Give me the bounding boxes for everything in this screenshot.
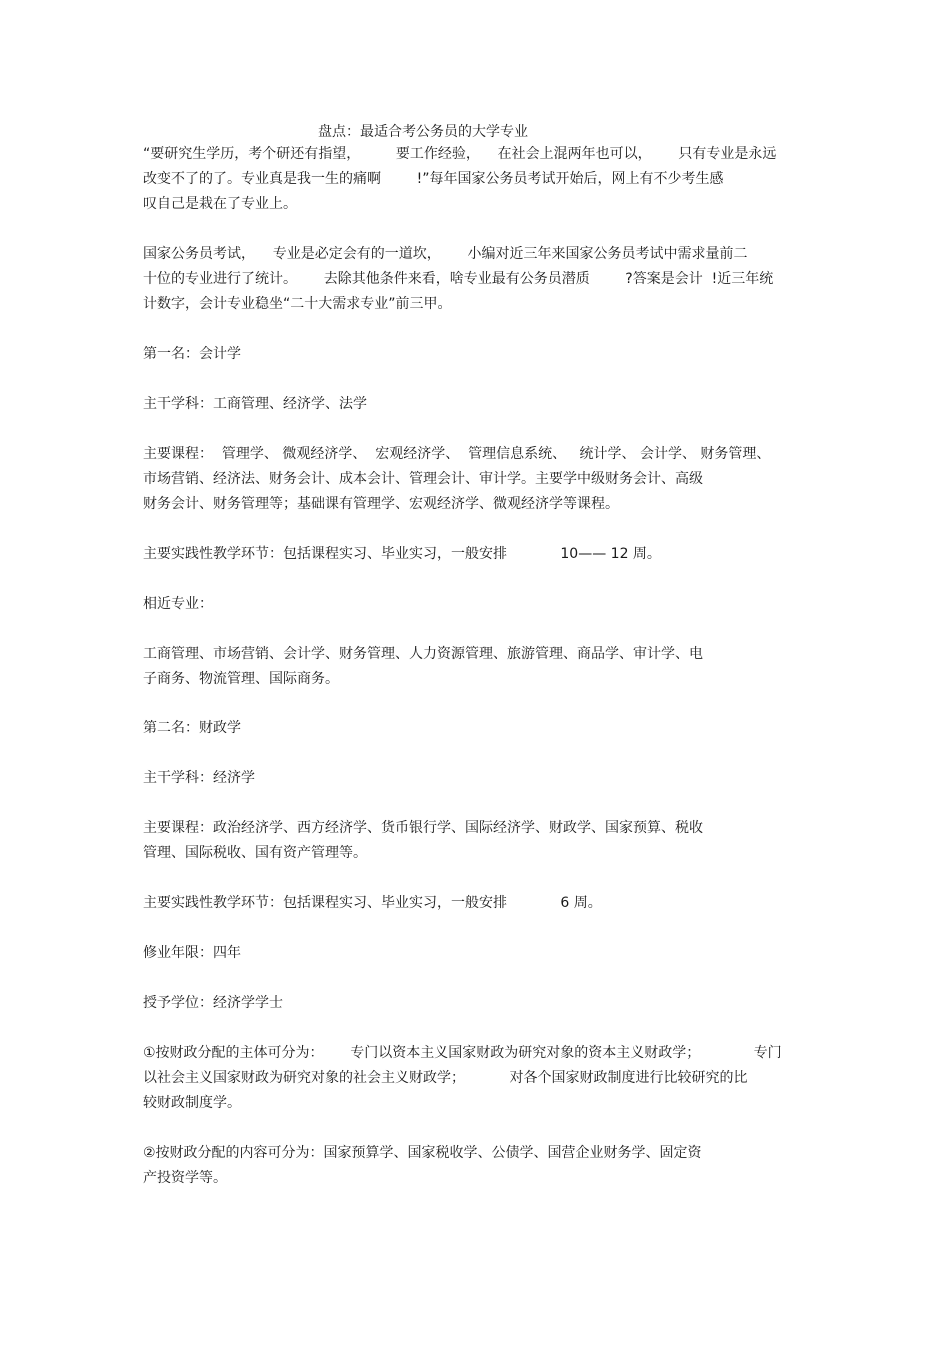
text-line: 主干学科：经济学 <box>143 770 255 786</box>
text-line: 财务会计、财务管理等；基础课有管理学、宏观经济学、微观经济学等课程。 <box>143 496 619 512</box>
text-line: 主要课程： 管理学、 微观经济学、 宏观经济学、 管理信息系统、 统计学、 会计学、 财务管理、 <box>143 446 771 462</box>
text-line: 修业年限：四年 <box>143 945 241 961</box>
text-line: 以社会主义国家财政为研究对象的社会主义财政学； 对各个国家财政制度进行比较研究的比 <box>143 1070 748 1086</box>
text-line: 叹自己是栽在了专业上。 <box>143 196 297 212</box>
text-line: 产投资学等。 <box>143 1170 227 1186</box>
text-line: 主要实践性教学环节：包括课程实习、毕业实习，一般安排 6 周。 <box>143 895 602 911</box>
text-line: ①按财政分配的主体可分为： 专门以资本主义国家财政为研究对象的资本主义财政学； 专门 <box>143 1045 782 1061</box>
text-line: 十位的专业进行了统计。 去除其他条件来看，啥专业最有公务员潜质 ?答案是会计 !近三年统 <box>143 271 774 287</box>
text-line: 管理、国际税收、国有资产管理等。 <box>143 845 367 861</box>
text-line: 主要课程：政治经济学、西方经济学、货币银行学、国际经济学、财政学、国家预算、税收 <box>143 820 703 836</box>
section-heading: 第一名：会计学 <box>143 346 241 362</box>
text-line: 改变不了的了。专业真是我一生的痛啊 !”每年国家公务员考试开始后，网上有不少考生感 <box>143 171 724 187</box>
text-line: 较财政制度学。 <box>143 1095 241 1111</box>
text-line: 授予学位：经济学学士 <box>143 995 283 1011</box>
text-line: 工商管理、市场营销、会计学、财务管理、人力资源管理、旅游管理、商品学、审计学、电 <box>143 646 703 662</box>
text-line: 子商务、物流管理、国际商务。 <box>143 671 339 687</box>
text-line: 计数字，会计专业稳坐“二十大需求专业”前三甲。 <box>143 296 452 312</box>
text-line: 主要实践性教学环节：包括课程实习、毕业实习，一般安排 10—— 12 周。 <box>143 546 661 562</box>
text-line: “要研究生学历，考个研还有指望， 要工作经验， 在社会上混两年也可以， 只有专业是永远 <box>143 146 777 162</box>
section-heading: 第二名：财政学 <box>143 720 241 736</box>
text-line: 主干学科：工商管理、经济学、法学 <box>143 396 367 412</box>
document-title: 盘点：最适合考公务员的大学专业 <box>318 124 528 140</box>
text-line: 相近专业： <box>143 596 213 612</box>
text-line: 国家公务员考试， 专业是必定会有的一道坎， 小编对近三年来国家公务员考试中需求量前二 <box>143 246 748 262</box>
text-line: ②按财政分配的内容可分为：国家预算学、国家税收学、公债学、国营企业财务学、固定资 <box>143 1145 702 1161</box>
text-line: 市场营销、经济法、财务会计、成本会计、管理会计、审计学。主要学中级财务会计、高级 <box>143 471 703 487</box>
